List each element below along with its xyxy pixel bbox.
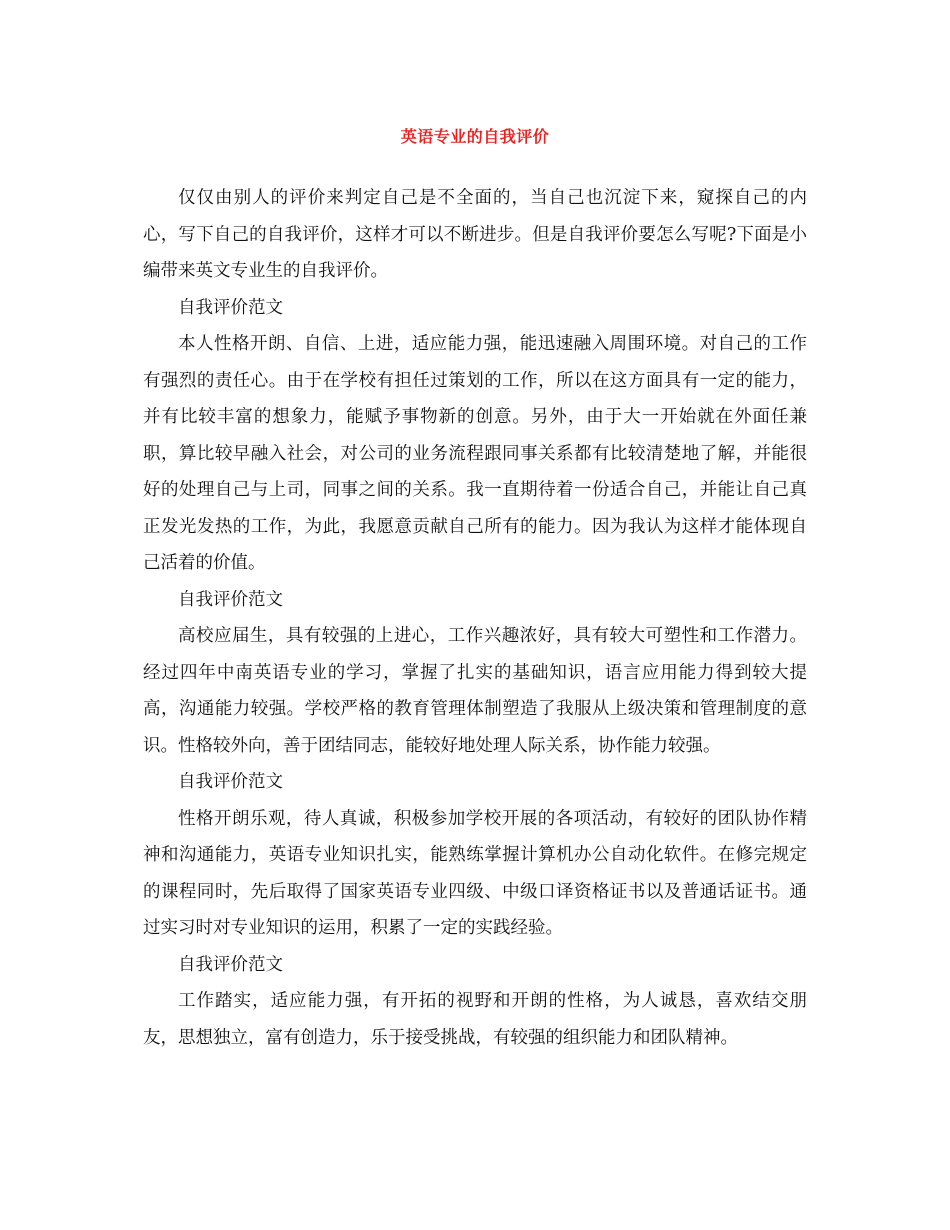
document-title: 英语专业的自我评价 xyxy=(400,127,550,146)
section-heading: 自我评价范文 xyxy=(178,589,283,610)
body-paragraph: 本人性格开朗、自信、上进，适应能力强，能迅速融入周围环境。对自己的工作有强烈的责任心。由于在学校有担任过策划的工作，所以在这方面具有一定的能力，并有比较丰富的想象力，能赋予事物新的创意。另外，由于大一开始就在外面任兼职，算比较早融入社会，对公司的业务流程跟同事关系都有比较清楚地了解，并能很好的处理自己与上司，同事之间的关系。我一直期待着一份适合自己，并能让自己真正发光发热的工作，为此，我愿意贡献自己所有的能力。因为我认为这样才能体现自己活着的价值。 xyxy=(143,334,807,573)
body-paragraph: 工作踏实，适应能力强，有开拓的视野和开朗的性格，为人诚恳，喜欢结交朋友，思想独立，富有创造力，乐于接受挑战，有较强的组织能力和团队精神。 xyxy=(143,991,807,1048)
intro-paragraph: 仅仅由别人的评价来判定自己是不全面的，当自己也沉淀下来，窥探自己的内心，写下自己的自我评价，这样才可以不断进步。但是自我评价要怎么写呢?下面是小编带来英文专业生的自我评价。 xyxy=(143,188,807,281)
body-paragraph: 高校应届生，具有较强的上进心，工作兴趣浓好，具有较大可塑性和工作潜力。经过四年中南英语专业的学习，掌握了扎实的基础知识，语言应用能力得到较大提高，沟通能力较强。学校严格的教育管理体制塑造了我服从上级决策和管理制度的意识。性格较外向，善于团结同志，能较好地处理人际关系，协作能力较强。 xyxy=(143,626,807,756)
section-heading: 自我评价范文 xyxy=(178,954,283,975)
document-body xyxy=(143,180,807,1056)
body-paragraph: 性格开朗乐观，待人真诚，积极参加学校开展的各项活动，有较好的团队协作精神和沟通能力，英语专业知识扎实，能熟练掌握计算机办公自动化软件。在修完规定的课程同时，先后取得了国家英语专业四级、中级口译资格证书以及普通话证书。通过实习时对专业知识的运用，积累了一定的实践经验。 xyxy=(143,808,807,938)
section-heading: 自我评价范文 xyxy=(178,297,283,318)
section-heading: 自我评价范文 xyxy=(178,772,283,792)
